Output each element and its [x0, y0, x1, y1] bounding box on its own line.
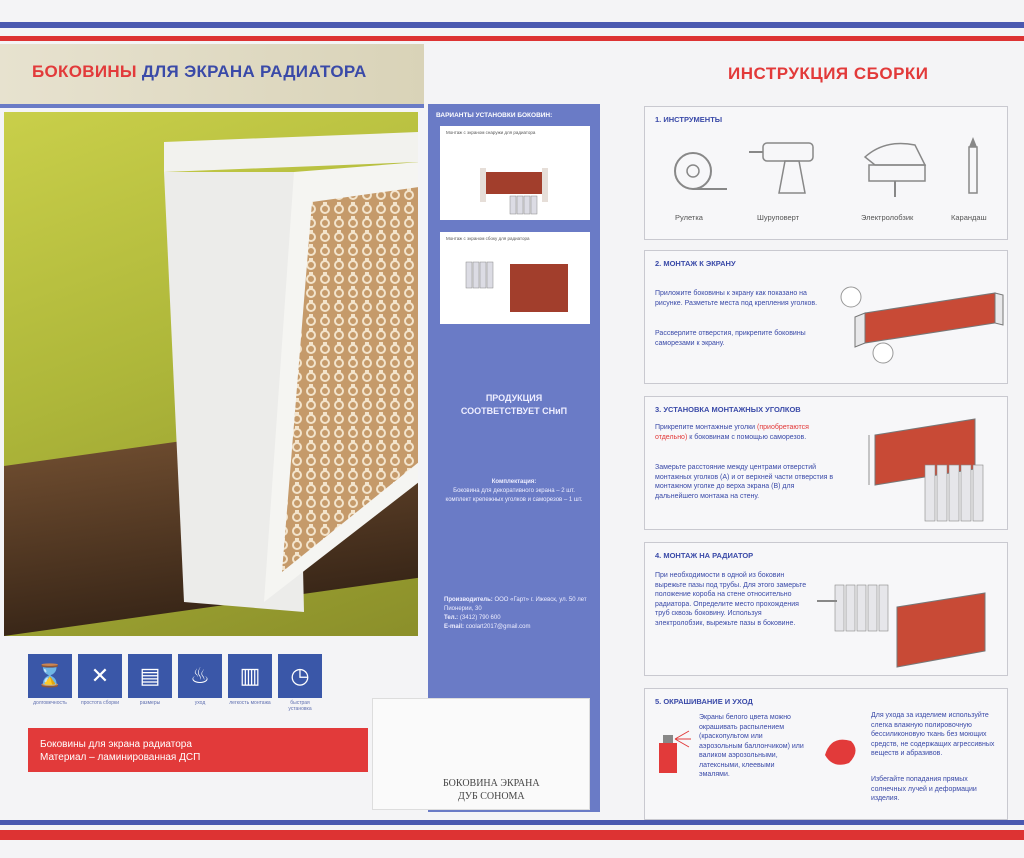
email-label: E-mail:	[444, 624, 465, 630]
tool-label: Карандаш	[951, 213, 987, 222]
step5-title: 5. ОКРАШИВАНИЕ И УХОД	[655, 697, 753, 706]
manufacturer-title: Производитель:	[444, 597, 493, 603]
tools-icon: ✕	[78, 654, 122, 698]
hourglass-icon: ⌛	[28, 654, 72, 698]
step4-illustration	[817, 551, 997, 671]
step-mount-screen	[644, 250, 1008, 384]
pencil-icon	[961, 137, 985, 207]
step3-text1a: Прикрепите монтажные уголки	[655, 424, 756, 431]
frame-icon: ▥	[228, 654, 272, 698]
left-header-underline	[0, 104, 424, 108]
manufacturer-block	[444, 596, 594, 632]
top-blue-stripe	[0, 22, 1024, 28]
icon-label: быстрая установка	[288, 700, 312, 712]
variant2-caption: Монтаж с экраном сбоку для радиатора	[446, 236, 530, 241]
icon-label: уход	[194, 700, 206, 706]
step-mount-radiator	[644, 542, 1008, 676]
left-title-red: БОКОВИНЫ	[32, 62, 137, 81]
step5-text1: Экраны белого цвета можно окрашивать распылением (краскопультом или аэрозольным баллончиком) или валиком аэрозольными, латексными, клеевыми эмалями.	[699, 714, 804, 778]
measure-icon: ▤	[128, 654, 172, 698]
step3-text2: Замерьте расстояние между центрами отверстий монтажных уголков (A) и от верхней части отверстия в монтажном уголке до верха экрана (B) для дальнейшего монтажа на стену.	[655, 464, 834, 500]
variant2-card	[440, 232, 590, 324]
spray-can-icon	[653, 729, 693, 779]
phone-value: (3412) 790 600	[459, 615, 501, 621]
icon-label: размеры	[139, 700, 161, 706]
step3-title: 3. УСТАНОВКА МОНТАЖНЫХ УГОЛКОВ	[655, 405, 801, 414]
product-info-line1: Боковины для экрана радиатора	[40, 739, 192, 750]
bottle-icon: ♨	[178, 654, 222, 698]
compliance-text	[434, 392, 594, 418]
manufacturer-text: ООО «Гарт» г. Ижевск, ул. 50 лет Пионерии, 30	[444, 597, 587, 612]
timer-icon: ◷	[278, 654, 322, 698]
product-photo	[4, 112, 418, 636]
kit-block	[440, 478, 588, 505]
care-cloth-icon	[821, 731, 861, 771]
product-info-bar	[28, 728, 368, 772]
kit-text: Боковина для декоративного экрана – 2 шт. комплект крепежных уголков и саморезов – 1 шт.	[445, 488, 583, 503]
tape-measure-icon	[669, 145, 729, 195]
step3-illustration	[845, 405, 1005, 525]
right-title: ИНСТРУКЦИЯ СБОРКИ	[728, 64, 929, 83]
product-label-line1: БОКОВИНА ЭКРАНА	[443, 778, 540, 789]
step-tools	[644, 106, 1008, 240]
step3-text1	[655, 423, 835, 442]
icon-label: легкость монтажа	[229, 700, 271, 706]
step1-title: 1. ИНСТРУМЕНТЫ	[655, 115, 723, 124]
jigsaw-icon	[855, 135, 935, 205]
kit-title: Комплектация:	[491, 479, 537, 485]
step2-text2: Рассверлите отверстия, прикрепите боковины саморезами к экрану.	[655, 330, 806, 347]
icon-label: долговечность	[33, 700, 67, 706]
left-title	[32, 62, 367, 82]
bottom-blue-stripe	[0, 820, 1024, 825]
step5-text2: Для ухода за изделием используйте слегка влажную полировочную бессиликоновую ткань без моющих средств, не содержащих агрессивных веществ и абразивов.	[871, 712, 995, 757]
compliance-line2: СООТВЕТСТВУЕТ СНиП	[460, 406, 568, 416]
product-label-text	[443, 777, 540, 803]
step4-title: 4. МОНТАЖ НА РАДИАТОР	[655, 551, 754, 560]
product-label-sticker	[372, 698, 590, 810]
product-info-line2: Материал – ламинированная ДСП	[40, 752, 201, 763]
tool-label: Рулетка	[675, 213, 703, 222]
variant2-illustration	[440, 232, 590, 324]
phone-label: Тел.:	[444, 615, 459, 621]
step2-title: 2. МОНТАЖ К ЭКРАНУ	[655, 259, 736, 268]
tool-label: Электролобзик	[861, 213, 914, 222]
drill-icon	[749, 137, 829, 201]
compliance-line1: ПРОДУКЦИЯ	[485, 393, 543, 403]
step-paint-care	[644, 688, 1008, 820]
step3-text1b: (приобретаются отдельно)	[655, 424, 809, 441]
top-red-stripe	[0, 36, 1024, 41]
email-value: coolart2017@gmail.com	[465, 624, 531, 630]
icon-label: простота сборки	[81, 700, 119, 706]
left-title-blue: ДЛЯ ЭКРАНА РАДИАТОРА	[141, 62, 367, 81]
variant1-card	[440, 126, 590, 220]
step3-text1c: к боковинам с помощью саморезов.	[689, 433, 807, 441]
radiator-screen-illustration	[164, 132, 418, 632]
product-label-line2: ДУБ СОНОМА	[457, 791, 525, 802]
tool-label: Шуруповерт	[757, 213, 800, 222]
step-mount-corners	[644, 396, 1008, 530]
step4-text1: При необходимости в одной из боковин вырежьте пазы под трубы. Для этого замерьте положение короба на стене относительно радиатора. Определите место прохождения труб сквозь боковину. Используя электролобзик, вырежьте пазы в боковине.	[655, 572, 807, 627]
variant1-illustration	[440, 126, 590, 220]
step2-text1: Приложите боковины к экрану как показано на рисунке. Разметьте места под крепления уголков.	[655, 290, 818, 307]
step5-text3: Избегайте попадания прямых солнечных лучей и деформации изделия.	[871, 776, 977, 802]
variant1-caption: Монтаж с экраном снаружи для радиатора	[446, 130, 536, 135]
step2-illustration	[835, 273, 1005, 373]
bottom-red-stripe	[0, 830, 1024, 840]
variants-title: ВАРИАНТЫ УСТАНОВКИ БОКОВИН:	[436, 112, 553, 119]
